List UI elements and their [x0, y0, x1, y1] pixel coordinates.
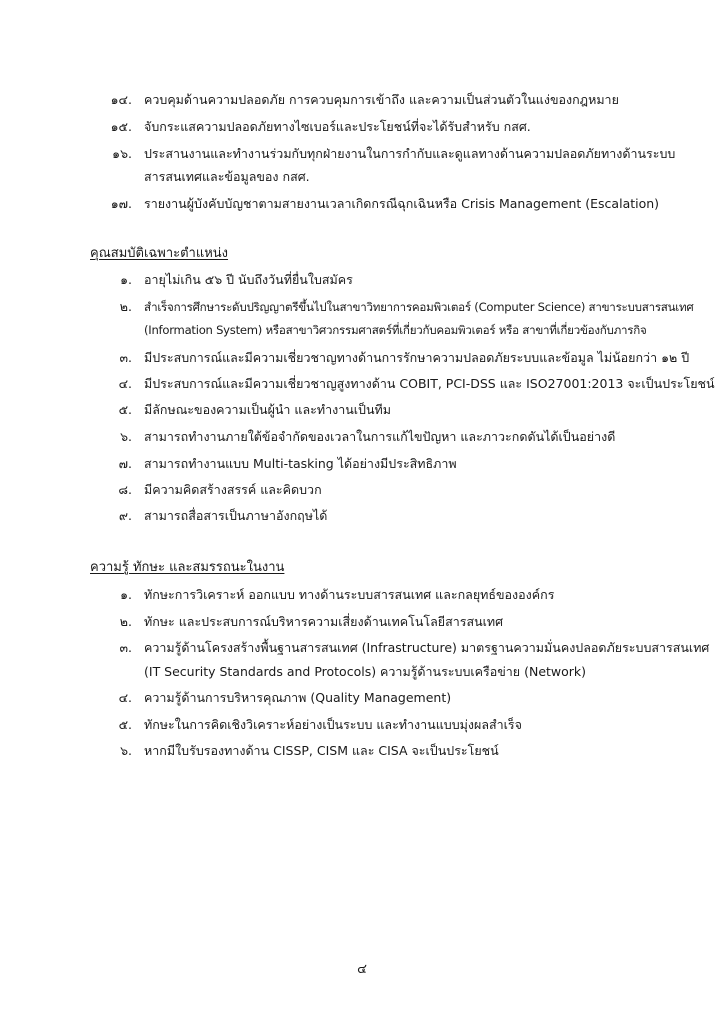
- list-text: ทักษะการวิเคราะห์ ออกแบบ ทางด้านระบบสารสนเทศ และกลยุทธ์ขององค์กร: [144, 587, 555, 602]
- list-text: ความรู้ด้านโครงสร้างพื้นฐานสารสนเทศ (Infrastructure) มาตรฐานความมั่นคงปลอดภัยระบบสารสนเทศ: [144, 640, 710, 655]
- list-number: ๘.: [118, 482, 132, 497]
- list-number: ๙.: [118, 508, 132, 523]
- list-number: ๑๖.: [112, 146, 132, 161]
- list-text: สำเร็จการศึกษาระดับปริญญาตรีขึ้นไปในสาขาวิทยาการคอมพิวเตอร์ (Computer Science) สาขาระบบสารสนเทศ: [144, 300, 694, 314]
- list-number: ๑๗.: [110, 196, 132, 211]
- list-number: ๑.: [120, 272, 132, 287]
- list-text-continuation: สารสนเทศและข้อมูลของ กสศ.: [144, 169, 310, 184]
- list-text: สามารถสื่อสารเป็นภาษาอังกฤษได้: [144, 508, 328, 523]
- list-text: รายงานผู้บังคับบัญชาตามสายงานเวลาเกิดกรณีฉุกเฉินหรือ Crisis Management (Escalation): [144, 196, 660, 211]
- list-number: ๕.: [118, 717, 132, 732]
- list-number: ๖.: [120, 429, 132, 444]
- page-number: ๔: [357, 962, 367, 977]
- list-number: ๓.: [119, 350, 132, 365]
- list-text: มีประสบการณ์และมีความเชี่ยวชาญทางด้านการรักษาความปลอดภัยระบบและข้อมูล ไม่น้อยกว่า ๑๒ ปี: [144, 350, 690, 365]
- list-text: ทักษะในการคิดเชิงวิเคราะห์อย่างเป็นระบบ และทำงานแบบมุ่งผลสำเร็จ: [144, 717, 522, 732]
- list-text: ความรู้ด้านการบริหารคุณภาพ (Quality Management): [144, 690, 452, 705]
- list-number: ๑๕.: [110, 119, 132, 134]
- list-number: ๑๔.: [110, 92, 132, 107]
- list-text-continuation: (Information System) หรือสาขาวิศวกรรมศาสตร์ที่เกี่ยวกับคอมพิวเตอร์ หรือ สาขาที่เกี่ยวข้องกับภารกิจ: [144, 323, 647, 337]
- section-heading-qualifications: คุณสมบัติเฉพาะตำแหน่ง: [90, 246, 229, 261]
- list-number: ๗.: [118, 456, 132, 471]
- list-number: ๕.: [118, 402, 132, 417]
- list-number: ๒.: [119, 299, 132, 314]
- list-text: สามารถทำงานแบบ Multi-tasking ได้อย่างมีประสิทธิภาพ: [144, 456, 457, 471]
- list-number: ๒.: [119, 614, 132, 629]
- list-text: มีความคิดสร้างสรรค์ และคิดบวก: [144, 482, 322, 497]
- list-text: มีประสบการณ์และมีความเชี่ยวชาญสูงทางด้าน COBIT, PCI-DSS และ ISO27001:2013 จะเป็นประโยชน์: [144, 376, 715, 391]
- list-text-continuation: (IT Security Standards and Protocols) ความรู้ด้านระบบเครือข่าย (Network): [144, 664, 587, 679]
- list-number: ๔.: [118, 376, 132, 391]
- list-number: ๔.: [118, 690, 132, 705]
- list-number: ๖.: [120, 743, 132, 758]
- list-text: ประสานงานและทำงานร่วมกับทุกฝ่ายงานในการกำกับและดูแลทางด้านความปลอดภัยทางด้านระบบ: [144, 146, 676, 161]
- list-text: อายุไม่เกิน ๕๖ ปี นับถึงวันที่ยื่นใบสมัคร: [144, 272, 353, 287]
- list-number: ๓.: [119, 640, 132, 655]
- list-text: จับกระแสความปลอดภัยทางไซเบอร์และประโยชน์ที่จะได้รับสำหรับ กสศ.: [144, 119, 531, 134]
- section-heading-skills: ความรู้ ทักษะ และสมรรถนะในงาน: [90, 560, 285, 575]
- list-text: สามารถทำงานภายใต้ข้อจำกัดของเวลาในการแก้ไขปัญหา และภาวะกดดันได้เป็นอย่างดี: [144, 429, 616, 444]
- list-text: มีลักษณะของความเป็นผู้นำ และทำงานเป็นทีม: [144, 402, 392, 417]
- list-number: ๑.: [120, 587, 132, 602]
- list-text: ควบคุมด้านความปลอดภัย การควบคุมการเข้าถึง และความเป็นส่วนตัวในแง่ของกฎหมาย: [144, 92, 619, 107]
- list-text: หากมีใบรับรองทางด้าน CISSP, CISM และ CISA จะเป็นประโยชน์: [144, 743, 499, 758]
- list-text: ทักษะ และประสบการณ์บริหารความเสี่ยงด้านเทคโนโลยีสารสนเทศ: [144, 614, 504, 629]
